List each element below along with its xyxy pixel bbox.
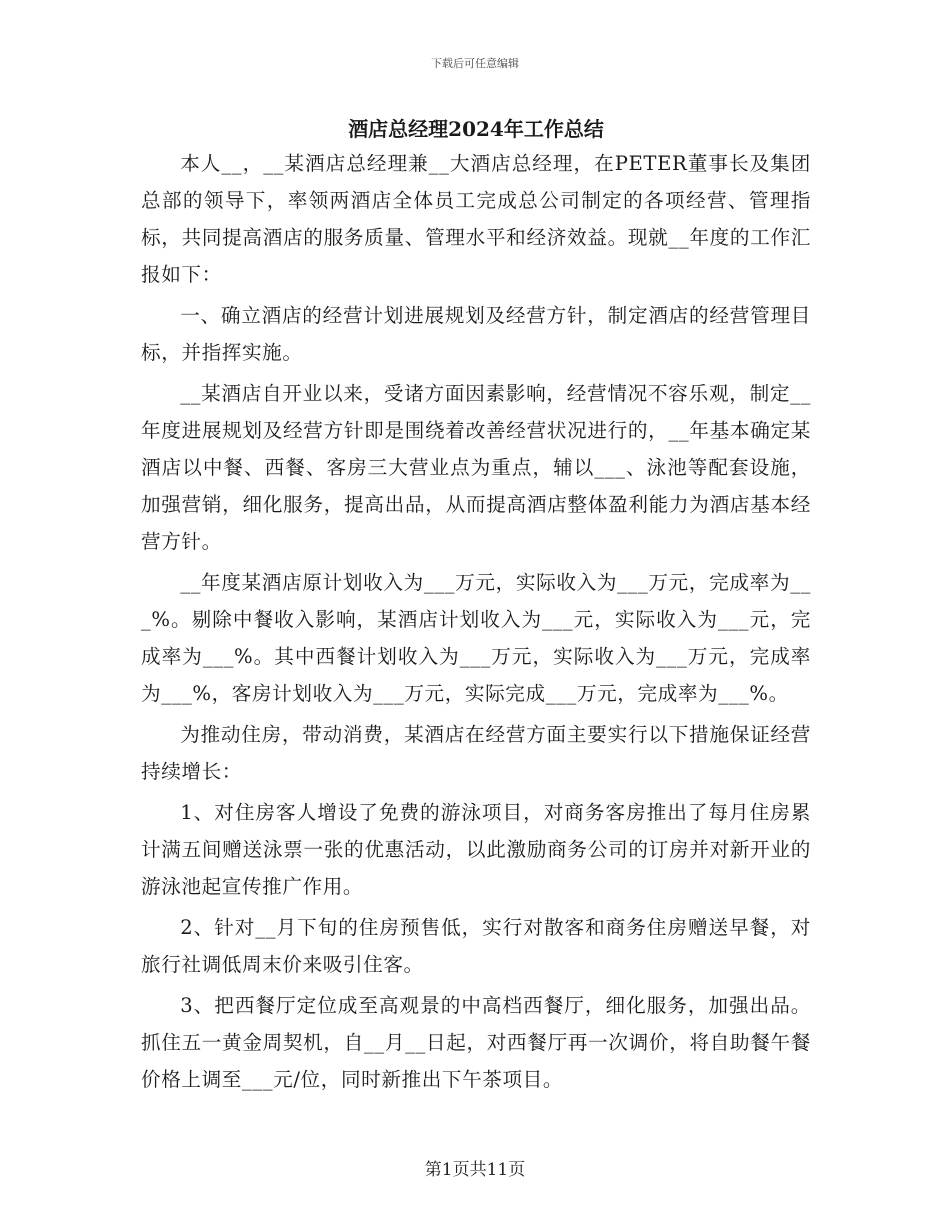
paragraph-measure-2: 2、针对__月下旬的住房预售低，实行对散客和商务住房赠送早餐，对旅行社调低周末价来吸引住客。	[141, 916, 811, 976]
page-number: 第1页共11页	[424, 1160, 526, 1180]
document-title: 酒店总经理2024年工作总结	[348, 117, 604, 141]
paragraph-strategy: __某酒店自开业以来，受诸方面因素影响，经营情况不容乐观，制定__年度进展规划及经营方针即是围绕着改善经营状况进行的，__年基本确定某酒店以中餐、西餐、客房三大营业点为重点，辅以___、泳池等配套设施，加强营销，细化服务，提高出品，从而提高酒店整体盈利能力为酒店基本经营方针。	[141, 382, 811, 553]
paragraph-revenue: __年度某酒店原计划收入为___万元，实际收入为___万元，完成率为___%。剔除中餐收入影响，某酒店计划收入为___元，实际收入为___元，完成率为___%。其中西餐计划收入为___万元，实际收入为___万元，完成率为___%，客房计划收入为___万元，实际完成___万元，完成率为___%。	[141, 571, 811, 705]
paragraph-intro: 本人__，__某酒店总经理兼__大酒店总经理，在PETER董事长及集团总部的领导下，率领两酒店全体员工完成总公司制定的各项经营、管理指标，共同提高酒店的服务质量、管理水平和经济效益。现就__年度的工作汇报如下：	[141, 152, 811, 286]
paragraph-measure-1: 1、对住房客人增设了免费的游泳项目，对商务客房推出了每月住房累计满五间赠送泳票一张的优惠活动，以此激励商务公司的订房并对新开业的游泳池起宣传推广作用。	[141, 801, 811, 898]
paragraph-measure-3: 3、把西餐厅定位成至高观景的中高档西餐厅，细化服务，加强出品。抓住五一黄金周契机，自__月__日起，对西餐厅再一次调价，将自助餐午餐价格上调至___元/位，同时新推出下午茶项目。	[141, 994, 811, 1091]
document-body	[141, 113, 811, 1098]
header-note: 下载后可任意编辑	[431, 57, 519, 70]
paragraph-measures-intro: 为推动住房，带动消费，某酒店在经营方面主要实行以下措施保证经营持续增长：	[141, 723, 811, 783]
paragraph-section-1: 一、确立酒店的经营计划进展规划及经营方针，制定酒店的经营管理目标，并指挥实施。	[141, 304, 811, 364]
